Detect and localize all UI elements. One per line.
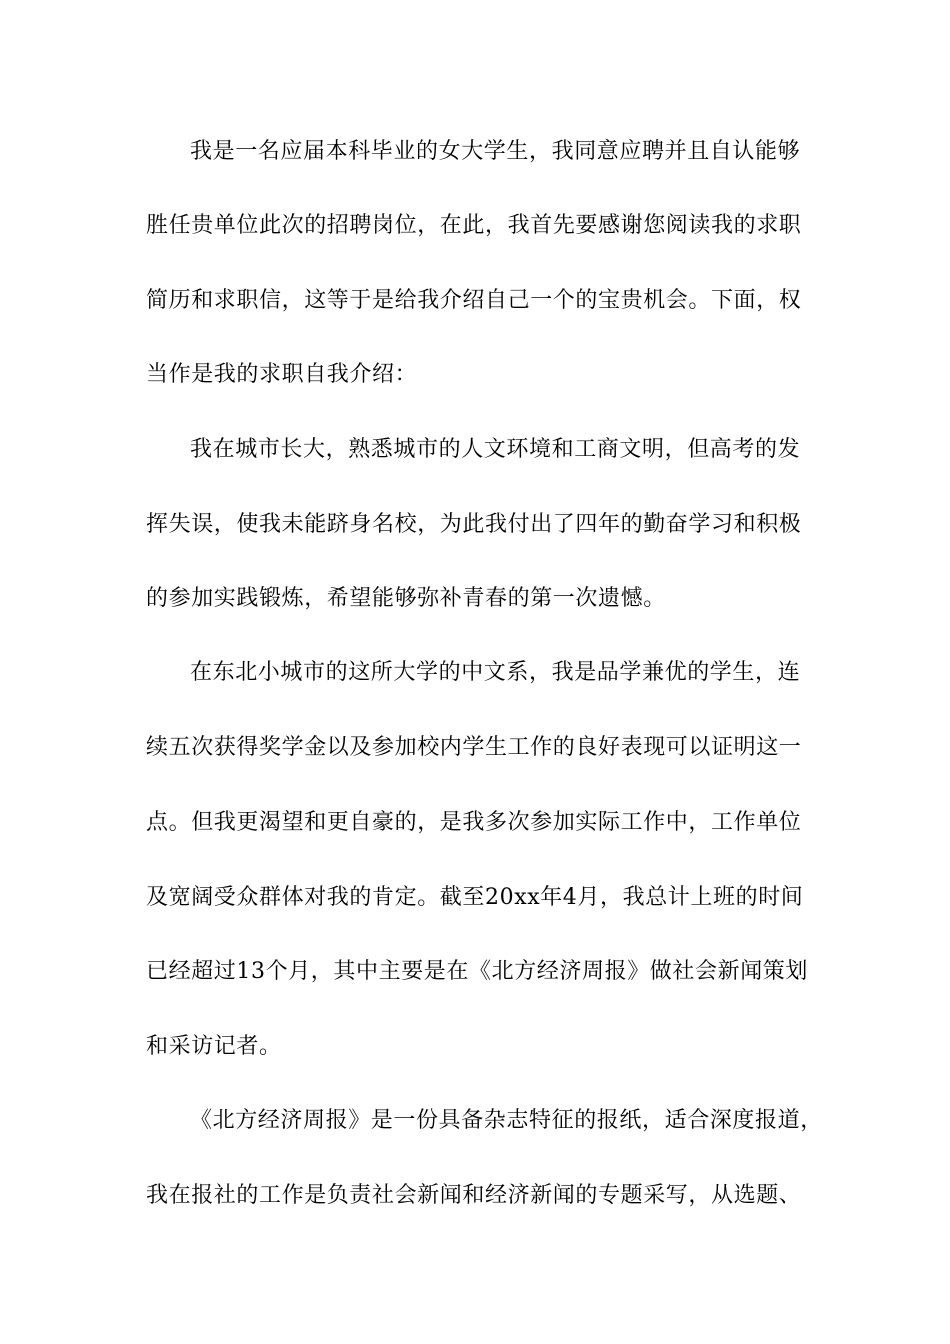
paragraph-3-line-4: 及宽阔受众群体对我的肯定。截至20xx年4月，我总计上班的时间 bbox=[146, 885, 804, 910]
paragraph-2-line-1: 我在城市长大，熟悉城市的人文环境和工商文明，但高考的发 bbox=[190, 437, 801, 462]
paragraph-3-line-5: 已经超过13个月，其中主要是在《北方经济周报》做社会新闻策划 bbox=[146, 959, 808, 984]
paragraph-2-line-3: 的参加实践锻炼，希望能够弥补青春的第一次遗憾。 bbox=[146, 586, 666, 611]
paragraph-4-line-2: 我在报社的工作是负责社会新闻和经济新闻的专题采写，从选题、 bbox=[146, 1183, 802, 1208]
paragraph-2-line-2: 挥失误，使我未能跻身名校，为此我付出了四年的勤奋学习和积极 bbox=[146, 512, 802, 537]
paragraph-3-line-3: 点。但我更渴望和更自豪的，是我多次参加实际工作中，工作单位 bbox=[146, 810, 802, 835]
paragraph-3-line-6: 和采访记者。 bbox=[146, 1034, 282, 1059]
paragraph-1-line-1: 我是一名应届本科毕业的女大学生，我同意应聘并且自认能够 bbox=[190, 139, 801, 164]
paragraph-4-line-1: 《北方经济周报》是一份具备杂志特征的报纸，适合深度报道， bbox=[190, 1108, 823, 1133]
paragraph-3-line-1: 在东北小城市的这所大学的中文系，我是品学兼优的学生，连 bbox=[190, 660, 801, 685]
paragraph-3-line-2: 续五次获得奖学金以及参加校内学生工作的良好表现可以证明这一 bbox=[146, 735, 802, 760]
paragraph-1-line-2: 胜任贵单位此次的招聘岗位，在此，我首先要感谢您阅读我的求职 bbox=[146, 213, 802, 238]
paragraph-1-line-3: 简历和求职信，这等于是给我介绍自己一个的宝贵机会。下面，权 bbox=[146, 288, 802, 313]
paragraph-1-line-4: 当作是我的求职自我介绍： bbox=[146, 362, 418, 387]
